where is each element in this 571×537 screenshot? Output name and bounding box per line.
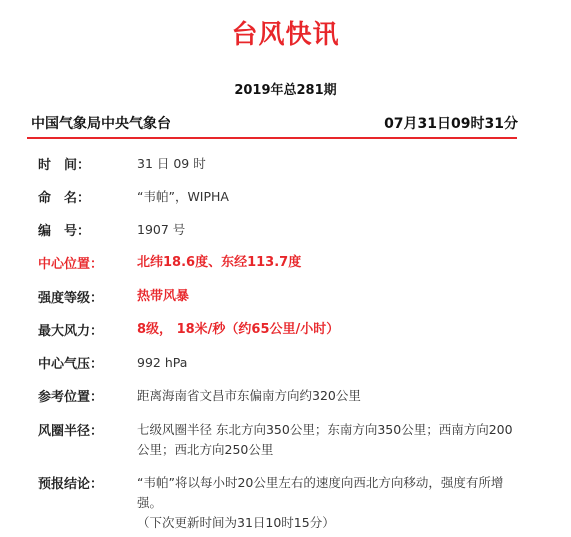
field-value: 热带风暴 [137,289,190,304]
field-value: 七级风圈半径 东北方向350公里；东南方向350公里；西南方向200公里；西北方向250公里 [137,422,513,457]
field-value: 距离海南省文昌市东偏南方向约320公里 [137,388,361,403]
next-update-note: （下次更新时间为31日10时15分） [137,515,335,530]
field-value: 8级， 18米/秒（约65公里/小时） [137,322,340,337]
field-label: 预报结论： [38,477,104,492]
field-label: 时 间： [38,158,91,173]
page-title: 台风快讯 [231,20,340,50]
field-label: 编 号： [38,224,91,239]
field-value: 992 hPa [137,355,188,370]
field-label: 命 名： [38,191,91,206]
field-label: 中心气压： [38,357,104,372]
field-label: 中心位置： [38,257,104,272]
field-value: 北纬18.6度、东经113.7度 [137,255,302,270]
forecast-text: “韦帕”将以每小时20公里左右的速度向西北方向移动，强度有所增强。 [137,475,504,510]
issuing-agency: 中国气象局中央气象台 [31,116,171,132]
field-label: 强度等级： [38,291,104,306]
field-value: “韦帕”，WIPHA [137,189,229,204]
header-divider [27,137,517,139]
field-label: 参考位置： [38,390,104,405]
issued-time: 07月31日09时31分 [384,116,518,132]
issue-number: 2019年总281期 [234,83,337,98]
field-label: 风圈半径： [38,424,104,439]
field-value: 1907 号 [137,222,186,237]
field-value [137,473,517,533]
field-label: 最大风力： [38,324,104,339]
field-value: 31 日 09 时 [137,156,206,171]
